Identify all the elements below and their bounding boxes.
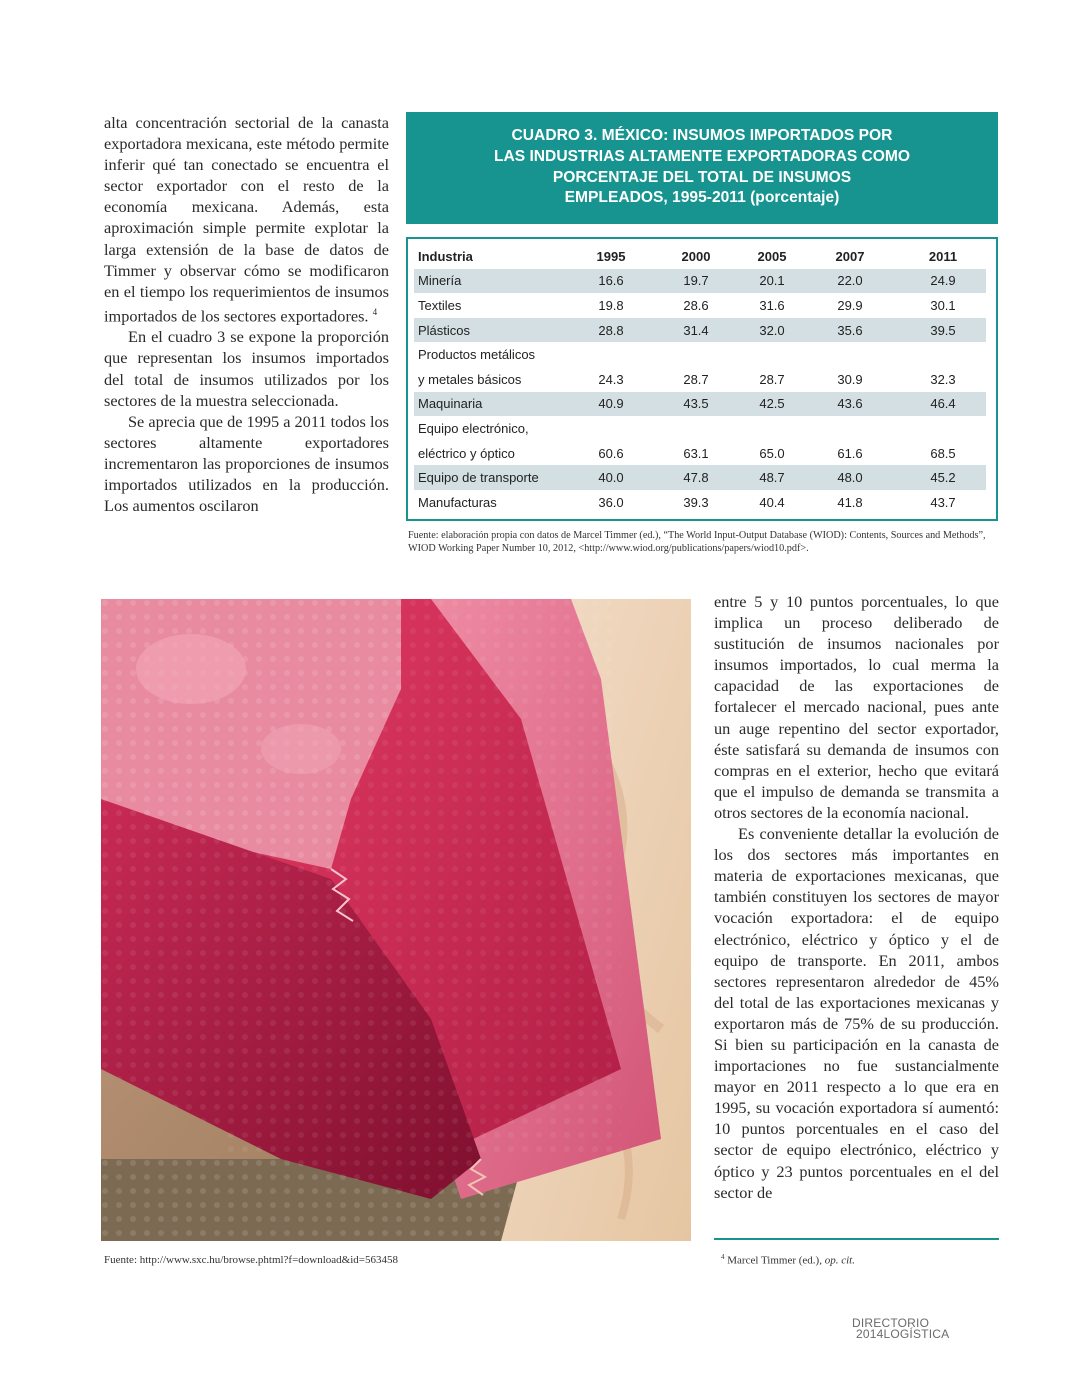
table-row <box>414 269 996 294</box>
header-year: 1995 <box>596 248 626 264</box>
table-title-line: PORCENTAJE DEL TOTAL DE INSUMOS <box>552 168 852 186</box>
table-row <box>414 293 996 318</box>
table-row <box>414 416 996 441</box>
table-row <box>414 441 996 466</box>
footnote-italic: op. cit. <box>824 1254 855 1267</box>
row-label-continued: y metales básicos <box>418 371 522 387</box>
row-label-continued: eléctrico y óptico <box>418 445 515 461</box>
footnote-divider <box>714 1238 999 1240</box>
brand-line-2: 2014LOGÍSTICA <box>856 1327 950 1341</box>
cell-value: 28.7 <box>759 371 785 387</box>
cell-value: 43.7 <box>930 494 956 510</box>
cell-value: 43.5 <box>648 392 744 417</box>
cell-value: 30.9 <box>837 371 863 387</box>
cell-value: 28.7 <box>683 371 709 387</box>
cell-value: 19.8 <box>598 297 624 313</box>
cell-value: 32.3 <box>930 371 956 387</box>
table-title-line: LAS INDUSTRIAS ALTAMENTE EXPORTADORAS COMO <box>493 147 911 165</box>
row-label: Textiles <box>418 297 462 313</box>
table-source-note: Fuente: elaboración propia con datos de Marcel Timmer (ed.), “The World Input-Output Database (WIOD): Contents, Sources and Methods”, WIOD Working Paper Number 10, 2012, <http://www.wiod.org/publications/papers/wiod10.pdf>. <box>408 530 986 555</box>
table-row <box>414 465 996 490</box>
left-paragraph-2: En el cuadro 3 se expone la proporción que representan los insumos importados del total de insumos utilizados por los sectores de la muestra seleccionada. <box>104 327 389 410</box>
cell-value: 48.0 <box>800 465 900 490</box>
cell-value: 40.0 <box>574 465 648 490</box>
left-text-column <box>104 112 389 516</box>
table-row <box>414 318 996 343</box>
cell-value: 61.6 <box>837 445 863 461</box>
cell-value: 31.4 <box>648 318 744 343</box>
photo-caption: Fuente: http://www.sxc.hu/browse.phtml?f=download&id=563458 <box>104 1254 398 1266</box>
footnote-number: 4 <box>721 1253 725 1261</box>
cell-value: 60.6 <box>598 445 624 461</box>
cell-value: 19.7 <box>648 269 744 294</box>
cell-value: 35.6 <box>800 318 900 343</box>
left-paragraph-3: Se aprecia que de 1995 a 2011 todos los sectores altamente exportadores incrementaron las proporciones de insumos importados utilizados en la producción. Los aumentos oscilaron <box>104 411 389 516</box>
cell-value: 24.3 <box>598 371 624 387</box>
header-year: 2007 <box>835 248 865 264</box>
cell-value: 45.2 <box>900 465 986 490</box>
right-text-column <box>714 591 999 1203</box>
footnote-text: Marcel Timmer (ed.), <box>727 1254 825 1267</box>
cell-value: 28.6 <box>683 297 709 313</box>
cell-value: 48.7 <box>744 465 800 490</box>
footnote-ref: 4 <box>372 306 378 317</box>
cell-value: 65.0 <box>759 445 785 461</box>
fabric-swatches-photo <box>101 599 691 1241</box>
right-paragraph-1: entre 5 y 10 puntos porcentuales, lo que implica un proceso deliberado de sustitución de insumos nacionales por insumos importados, lo cual merma la capacidad de las exportaciones de fortalecer el mercado nacional, pues ante un auge repentino del sector exportador, éste satisfará su demanda de insumos con compras en el exterior, hecho que evitará que el impulso de demanda se transmita a otros sectores de la economía nacional. <box>714 592 999 822</box>
table-header-row <box>414 244 996 269</box>
cell-value: 47.8 <box>648 465 744 490</box>
cell-value: 41.8 <box>837 494 863 510</box>
cell-value: 16.6 <box>574 269 648 294</box>
table-row <box>414 342 996 367</box>
cell-value: 32.0 <box>744 318 800 343</box>
cell-value: 24.9 <box>900 269 986 294</box>
cell-value: 42.5 <box>744 392 800 417</box>
header-year: 2000 <box>681 248 711 264</box>
footnote <box>721 1253 855 1267</box>
cell-value: 40.9 <box>574 392 648 417</box>
table-title <box>406 112 998 224</box>
cell-value: 39.5 <box>900 318 986 343</box>
header-year: 2011 <box>928 248 958 264</box>
cell-value: 28.8 <box>574 318 648 343</box>
left-paragraph-1: alta concentración sectorial de la canasta exportadora mexicana, este método permite inferir qué tan conectado se encuentra el sector exportador con el resto de la economía mexicana. Además, esta aproximación simple permite explotar la larga extensión de la base de datos de Timmer y observar cómo se modificaron en el tiempo los requerimientos de insumos importados de los sectores exportadores. <box>104 113 389 326</box>
data-table <box>414 244 996 515</box>
header-industry: Industria <box>418 248 473 264</box>
cell-value: 39.3 <box>683 494 709 510</box>
cell-value: 20.1 <box>744 269 800 294</box>
cell-value: 22.0 <box>800 269 900 294</box>
cell-value: 46.4 <box>900 392 986 417</box>
row-label: Equipo de transporte <box>414 465 574 490</box>
table-title-line: EMPLEADOS, 1995-2011 (porcentaje) <box>564 189 840 207</box>
row-label: Maquinaria <box>414 392 574 417</box>
row-label: Minería <box>414 269 574 294</box>
fabric-illustration <box>101 599 691 1241</box>
cell-value: 68.5 <box>930 445 956 461</box>
cell-value: 40.4 <box>759 494 785 510</box>
row-label: Manufacturas <box>418 494 497 510</box>
table-row <box>414 392 996 417</box>
cell-value: 29.9 <box>837 297 863 313</box>
row-label: Equipo electrónico, <box>418 420 529 436</box>
cell-value: 36.0 <box>598 494 624 510</box>
header-year: 2005 <box>757 248 787 264</box>
row-label: Productos metálicos <box>418 347 536 363</box>
cell-value: 43.6 <box>800 392 900 417</box>
cell-value: 63.1 <box>683 445 709 461</box>
row-label: Plásticos <box>414 318 574 343</box>
table-row <box>414 367 996 392</box>
cell-value: 30.1 <box>930 297 956 313</box>
brand-line-1: DIRECTORIO <box>852 1316 930 1330</box>
brand-logo <box>852 1318 949 1340</box>
table-title-line: CUADRO 3. MÉXICO: INSUMOS IMPORTADOS POR <box>511 127 893 144</box>
table-row <box>414 490 996 515</box>
cell-value: 31.6 <box>759 297 785 313</box>
right-paragraph-2: Es conveniente detallar la evolución de los dos sectores más importantes en materia de exportaciones mexicanas, que también constituyen los sectores de mayor vocación exportadora: el de equipo electrónico, eléctrico y óptico y el de equipo de transporte. En 2011, ambos sectores representaron alrededor de 45% del total de las exportaciones mexicanas y exportaron más de 75% de su producción. Si bien su participación en la canasta de importaciones no fue sustancialmente mayor en 2011 respecto a lo que era en 1995, su vocación exportadora sí aumentó: 10 puntos porcentuales en el caso del sector de equipo electrónico, eléctrico y óptico y 23 puntos porcentuales en el del sector de <box>714 824 999 1202</box>
